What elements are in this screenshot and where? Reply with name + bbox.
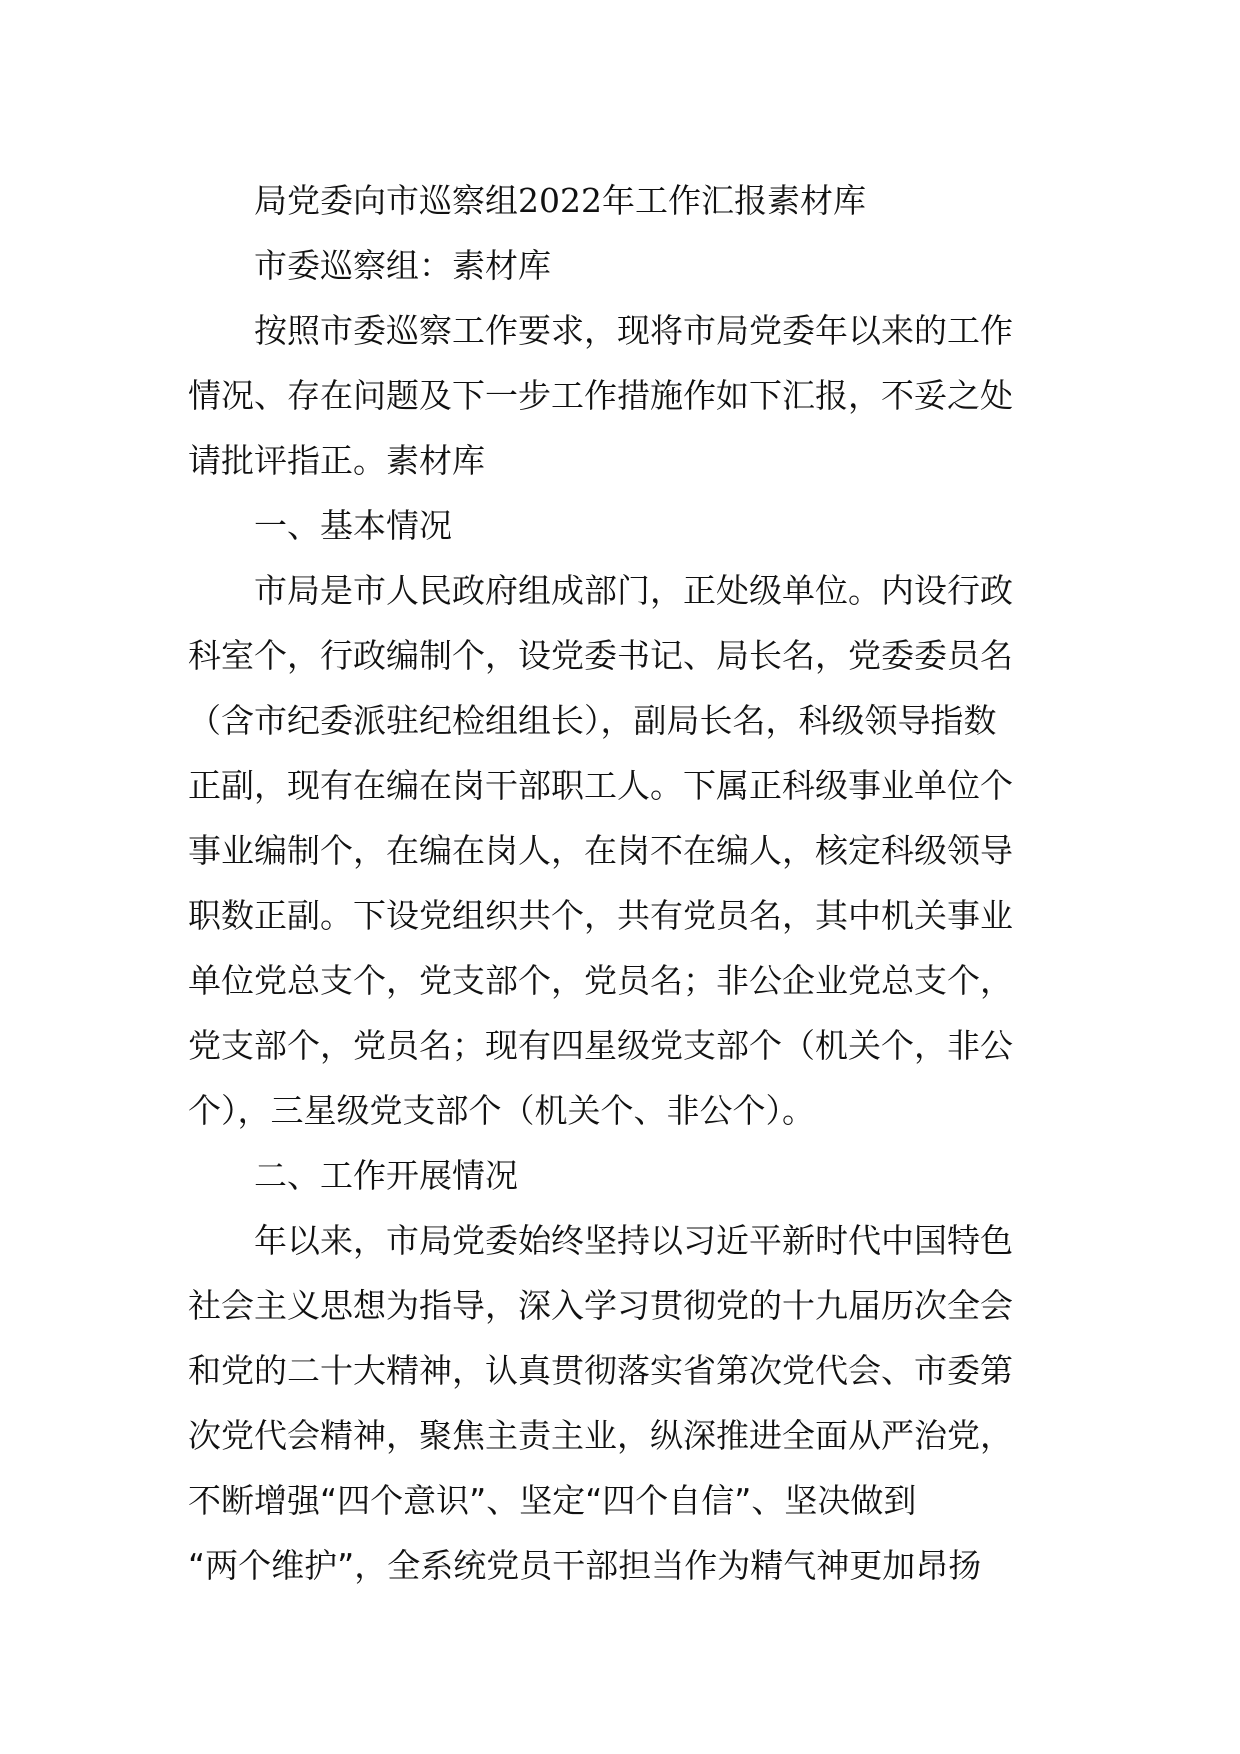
title-suffix: 年工作汇报素材库 [601,181,866,220]
paragraph-line: 事业编制个，在编在岗人，在岗不在编人，核定科级领导 [188,831,1013,870]
paragraph-line: 社会主义思想为指导，深入学习贯彻党的十九届历次全会 [188,1286,1013,1325]
paragraph-line: “两个维护”，全系统党员干部担当作为精气神更加昂扬 [188,1546,982,1585]
paragraph-line: 和党的二十大精神，认真贯彻落实省第次党代会、市委第 [188,1351,1013,1390]
paragraph-line: 单位党总支个，党支部个，党员名；非公企业党总支个， [188,961,1013,1000]
paragraph-line: 情况、存在问题及下一步工作措施作如下汇报，不妥之处 [188,376,1013,415]
paragraph-line: 不断增强“四个意识”、坚定“四个自信”、坚决做到 [188,1481,917,1520]
document-title [188,168,1068,233]
section-heading: 一、基本情况 [254,506,452,545]
paragraph-line: 正副，现有在编在岗干部职工人。下属正科级事业单位个 [188,766,1013,805]
document-body [188,168,1068,1598]
paragraph-line: 科室个，行政编制个，设党委书记、局长名，党委委员名 [188,636,1013,675]
paragraph-line: （含市纪委派驻纪检组组长），副局长名，科级领导指数 [188,701,997,740]
paragraph-line: 次党代会精神，聚焦主责主业，纵深推进全面从严治党， [188,1416,1013,1455]
paragraph-line: 市局是市人民政府组成部门，正处级单位。内设行政 [254,571,1013,610]
addressee-line: 市委巡察组：素材库 [254,246,551,285]
paragraph-line: 年以来，市局党委始终坚持以习近平新时代中国特色 [254,1221,1013,1260]
paragraph-line: 职数正副。下设党组织共个，共有党员名，其中机关事业 [188,896,1013,935]
paragraph-line: 按照市委巡察工作要求，现将市局党委年以来的工作 [254,311,1013,350]
paragraph-line: 党支部个，党员名；现有四星级党支部个（机关个，非公 [188,1026,1013,1065]
paragraph-line: 请批评指正。素材库 [188,441,485,480]
paragraph-line: 个），三星级党支部个（机关个、非公个）。 [188,1091,815,1130]
section-heading: 二、工作开展情况 [254,1156,518,1195]
title-year: 2022 [518,181,602,220]
title-prefix: 局党委向市巡察组 [254,181,518,220]
